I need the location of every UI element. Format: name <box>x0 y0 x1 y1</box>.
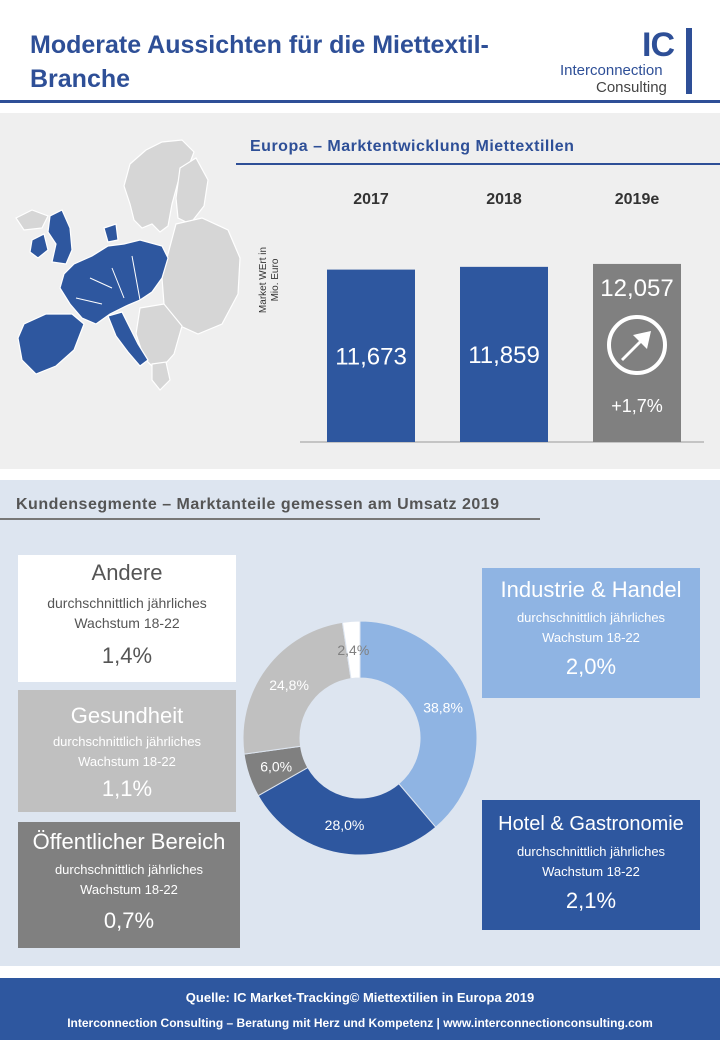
segment-subtitle: durchschnittlich jährliches Wachstum 18-22 <box>516 844 666 879</box>
logo-ic-text: IC <box>642 26 674 64</box>
segment-title: Gesundheit <box>70 703 184 728</box>
bar-value-label: 12,057 <box>600 274 674 302</box>
map-finland <box>176 158 208 224</box>
segment-box-oeffentlich <box>18 822 240 948</box>
map-iberia <box>18 314 84 374</box>
segment-title: Hotel & Gastronomie <box>498 813 684 835</box>
europe-map <box>12 128 244 398</box>
map-denmark <box>104 224 118 242</box>
segments-section-heading: Kundensegmente – Marktanteile gemessen am Umsatz 2019 <box>16 496 500 513</box>
footer <box>0 978 720 1040</box>
donut-slice-label: 2,4% <box>337 641 370 658</box>
donut-slice-label: 24,8% <box>269 677 309 694</box>
segment-growth-value: 2,0% <box>565 654 617 679</box>
segment-subtitle: durchschnittlich jährliches Wachstum 18-22 <box>54 862 204 897</box>
donut-slice-label: 6,0% <box>260 758 293 775</box>
segment-growth-value: 0,7% <box>103 908 155 933</box>
map-greece <box>152 362 170 390</box>
segment-box-gesundheit <box>18 690 236 812</box>
segments-section-divider <box>0 518 540 520</box>
donut-slice-label: 38,8% <box>423 699 463 716</box>
bar-category-label: 2017 <box>353 191 389 208</box>
segment-growth-value: 1,4% <box>101 643 153 668</box>
map-uk <box>48 210 72 264</box>
page-title-line2: Branche <box>30 65 131 93</box>
segment-growth-value: 2,1% <box>565 888 617 913</box>
market-section-divider <box>236 163 720 165</box>
market-bar-chart <box>300 170 720 460</box>
logo-bar <box>686 28 692 94</box>
bar-value-label: 11,673 <box>335 343 407 371</box>
segment-box-andere <box>18 555 236 682</box>
bar-category-label: 2018 <box>486 191 522 208</box>
segment-subtitle: durchschnittlich jährliches Wachstum 18-22 <box>52 734 202 769</box>
segment-subtitle: durchschnittlich jährliches Wachstum 18-22 <box>47 595 207 631</box>
company-logo <box>560 28 700 98</box>
page-title-line1: Moderate Aussichten für die Miettextil- <box>30 31 489 59</box>
market-section-heading: Europa – Marktentwicklung Miettextillen <box>250 138 575 155</box>
bar-value-label: 11,859 <box>468 342 540 370</box>
logo-line2: Consulting <box>596 79 667 96</box>
segment-title: Industrie & Handel <box>500 577 682 602</box>
segment-title: Öffentlicher Bereich <box>32 829 226 854</box>
forecast-change-label: +1,7% <box>611 396 663 416</box>
segment-box-hotel <box>482 800 700 930</box>
footer-source: Quelle: IC Market-Tracking© Miettextilien in Europa 2019 <box>185 990 535 1005</box>
donut-slice-label: 28,0% <box>324 817 365 834</box>
segment-donut-chart <box>240 618 480 858</box>
bar-chart-ylabel: Market WErt in Mio. Euro <box>258 246 281 314</box>
footer-tagline: Interconnection Consulting – Beratung mit Herz und Kompetenz | www.interconnectionconsulting.com <box>67 1016 653 1030</box>
page-title <box>30 28 550 96</box>
bar-category-label: 2019e <box>614 191 660 208</box>
segment-subtitle: durchschnittlich jährliches Wachstum 18-22 <box>516 610 666 645</box>
segment-box-industrie <box>482 568 700 698</box>
arrow-up-right-icon <box>607 315 667 375</box>
header-divider <box>0 100 720 103</box>
segment-growth-value: 1,1% <box>101 776 153 801</box>
logo-line1: Interconnection <box>560 62 663 79</box>
map-ireland <box>30 234 48 258</box>
segment-title: Andere <box>91 560 163 585</box>
map-iceland <box>16 210 48 230</box>
